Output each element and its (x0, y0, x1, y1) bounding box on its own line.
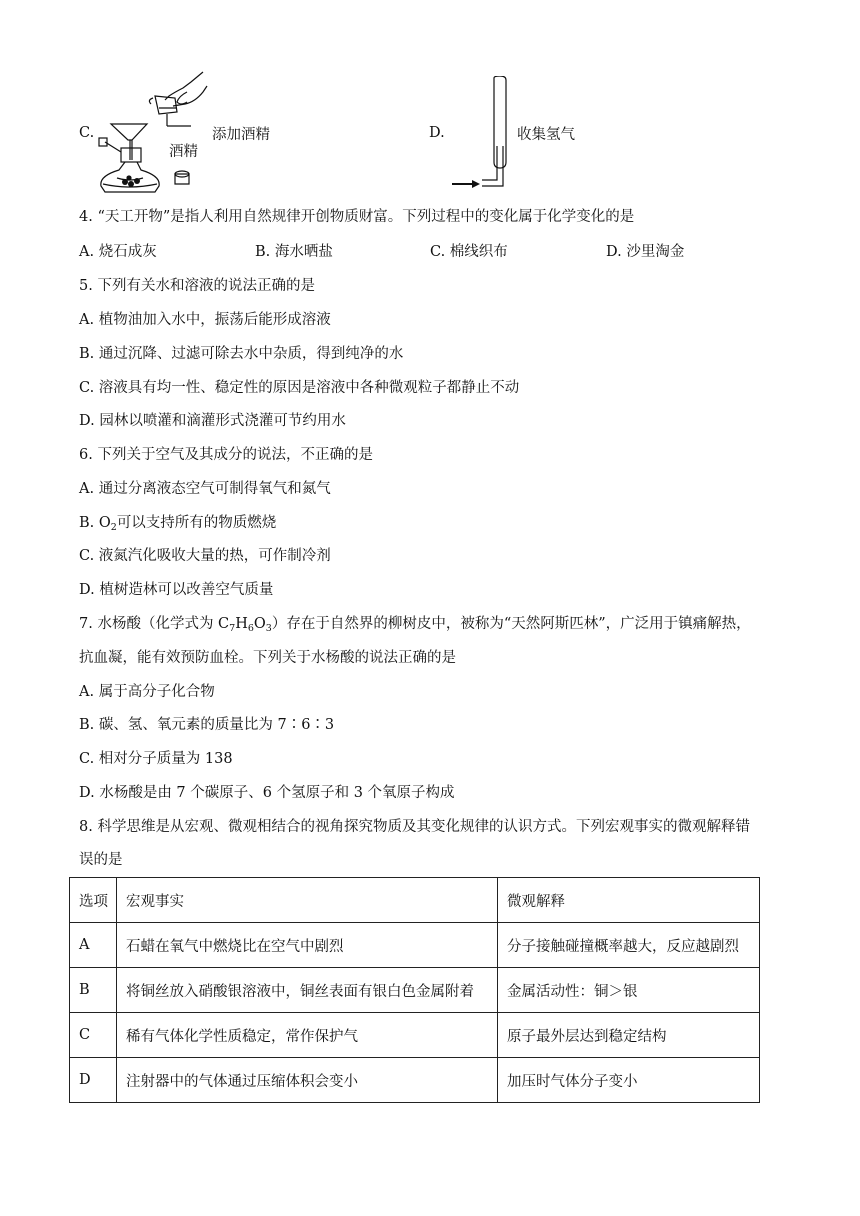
option-d: D. 水杨酸是由 7 个碳原子、6 个氢原子和 3 个氧原子构成 (79, 785, 455, 801)
option-c: C. 棉线织布 (430, 244, 508, 260)
option-d: D. 沙里淘金 (606, 244, 685, 260)
alcohol-label: 酒精 (169, 144, 198, 160)
formula-part: H (235, 616, 248, 632)
table-cell: 将铜丝放入硝酸银溶液中，铜丝表面有银白色金属附着 (117, 968, 498, 1013)
option-a: A. 植物油加入水中，振荡后能形成溶液 (79, 312, 331, 328)
question-8-stem-continued: 误的是 (79, 852, 123, 868)
option-d-letter: D. (429, 125, 445, 141)
figure-c-caption: 添加酒精 (212, 127, 270, 143)
table-cell: 注射器中的气体通过压缩体积会变小 (117, 1058, 498, 1103)
table-row (70, 1013, 760, 1058)
question-7-stem (79, 614, 751, 634)
stem-part: ）存在于自然界的柳树皮中，被称为“天然阿斯匹林”，广泛用于镇痛解热， (271, 616, 751, 632)
option-d: D. 园林以喷灌和滴灌形式浇灌可节约用水 (79, 413, 346, 429)
option-b: B. 海水晒盐 (255, 244, 333, 260)
option-c: C. 液氮汽化吸收大量的热，可作制冷剂 (79, 548, 331, 564)
test-tube-figure (450, 76, 520, 192)
question-7-stem-continued: 抗血凝，能有效预防血栓。下列关于水杨酸的说法正确的是 (79, 650, 456, 666)
table-row (70, 1058, 760, 1103)
header-cell: 微观解释 (498, 878, 760, 923)
table-cell: 原子最外层达到稳定结构 (498, 1013, 760, 1058)
table-cell: 加压时气体分子变小 (498, 1058, 760, 1103)
option-b: B. 碳、氢、氧元素的质量比为 7∶6∶3 (79, 717, 335, 733)
table-cell: 稀有气体化学性质稳定，常作保护气 (117, 1013, 498, 1058)
subscript: 6 (247, 623, 254, 634)
question-8-stem: 8. 科学思维是从宏观、微观相结合的视角探究物质及其变化规律的认识方式。下列宏观事实的微观解释错 (79, 819, 750, 835)
table-cell: D (70, 1058, 117, 1103)
question-5-stem: 5. 下列有关水和溶液的说法正确的是 (79, 278, 315, 294)
stem-part: 7. 水杨酸（化学式为 C (79, 616, 230, 632)
table-row (70, 923, 760, 968)
table-cell: 金属活动性：铜＞银 (498, 968, 760, 1013)
subscript: 2 (110, 522, 117, 533)
table-cell: 石蜡在氧气中燃烧比在空气中剧烈 (117, 923, 498, 968)
option-a: A. 烧石成灰 (79, 244, 157, 260)
header-cell: 宏观事实 (117, 878, 498, 923)
table-header-row (70, 878, 760, 923)
option-a: A. 属于高分子化合物 (79, 684, 215, 700)
option-b (79, 513, 276, 533)
option-b-prefix: B. O (79, 515, 111, 531)
table-cell: C (70, 1013, 117, 1058)
header-cell: 选项 (70, 878, 117, 923)
option-c: C. 溶液具有均一性、稳定性的原因是溶液中各种微观粒子都静止不动 (79, 380, 520, 396)
table-row (70, 968, 760, 1013)
option-c-letter: C. (79, 125, 95, 141)
table-cell: A (70, 923, 117, 968)
question-6-stem: 6. 下列关于空气及其成分的说法，不正确的是 (79, 447, 373, 463)
formula-part: O (253, 616, 266, 632)
alcohol-lamp-figure (95, 68, 215, 196)
table-cell: B (70, 968, 117, 1013)
option-c: C. 相对分子质量为 138 (79, 751, 233, 767)
option-b: B. 通过沉降、过滤可除去水中杂质，得到纯净的水 (79, 346, 404, 362)
question-4-options (79, 242, 779, 262)
option-d: D. 植树造林可以改善空气质量 (79, 582, 274, 598)
option-a: A. 通过分离液态空气可制得氧气和氮气 (79, 481, 331, 497)
subscript: 7 (229, 623, 236, 634)
table-cell: 分子接触碰撞概率越大，反应越剧烈 (498, 923, 760, 968)
explanation-table (69, 877, 760, 1103)
subscript: 3 (265, 623, 272, 634)
question-4-stem: 4. “天工开物”是指人利用自然规律开创物质财富。下列过程中的变化属于化学变化的是 (79, 209, 635, 225)
option-b-rest: 可以支持所有的物质燃烧 (116, 515, 277, 531)
figure-d-caption: 收集氢气 (517, 127, 575, 143)
